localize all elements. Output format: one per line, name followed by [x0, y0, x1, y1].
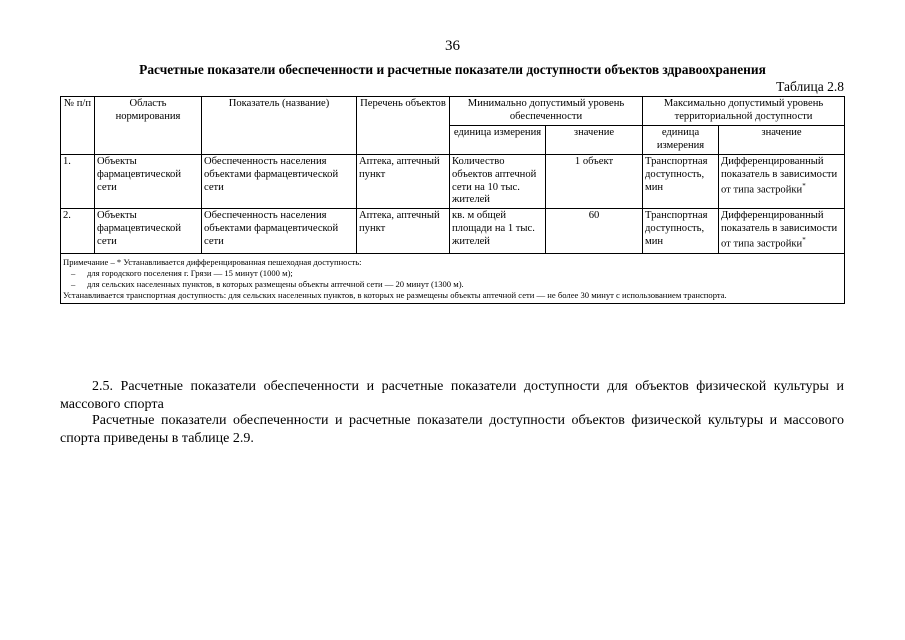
- header-min-level: Минимально допустимый уровень обеспеченности: [450, 97, 643, 126]
- header-max-value: значение: [719, 125, 845, 154]
- row-max-value: Дифференцированный показатель в зависимости от типа застройки: [721, 210, 838, 250]
- row-indicator: Обеспеченность населения объектами фармацевтической сети: [202, 209, 357, 253]
- row-max-unit: Транспортная доступность, мин: [643, 209, 719, 253]
- table-title: Расчетные показатели обеспеченности и расчетные показатели доступности объектов здравоохранения: [139, 62, 766, 77]
- row-area: Объекты фармацевтической сети: [95, 154, 202, 209]
- note-line-1: Примечание – * Устанавливается дифференцированная пешеходная доступность:: [63, 256, 362, 267]
- header-indicator: Показатель (название): [202, 97, 357, 155]
- table-note-row: [61, 253, 845, 304]
- section-text: Расчетные показатели обеспеченности и расчетные показатели доступности объектов физической культуры и массового спорта приведены в таблице 2.9.: [60, 413, 844, 447]
- note-line-2: Устанавливается транспортная доступность: для сельских населенных пунктов, в которых не размещены объекты аптечной сети — не более 30 минут с использованием транспорта.: [63, 290, 727, 301]
- row-indicator: Обеспеченность населения объектами фармацевтической сети: [202, 154, 357, 209]
- note-item-text: для сельских населенных пунктов, в которых размещены объекты аптечной сети — 20 минут (1300 м).: [87, 279, 464, 290]
- header-min-value: значение: [546, 125, 643, 154]
- header-max-unit: единица измерения: [643, 125, 719, 154]
- row-max-unit: Транспортная доступность, мин: [643, 154, 719, 209]
- row-min-value: 1 объект: [546, 154, 643, 209]
- header-min-unit: единица измерения: [450, 125, 546, 154]
- table-row: [61, 154, 845, 209]
- table-header-row: [61, 97, 845, 126]
- page-number: 36: [445, 38, 460, 54]
- row-area: Объекты фармацевтической сети: [95, 209, 202, 253]
- dash-bullet: –: [71, 279, 76, 290]
- row-min-value: 60: [546, 209, 643, 253]
- section-heading: 2.5. Расчетные показатели обеспеченности и расчетные показатели доступности для объектов физической культуры и массового спорта: [60, 379, 844, 413]
- row-max-value-cell: [719, 154, 845, 209]
- header-objects: Перечень объектов: [357, 97, 450, 155]
- footnote-mark: *: [802, 181, 806, 190]
- row-objects: Аптека, аптечный пункт: [357, 154, 450, 209]
- header-max-level: Максимально допустимый уровень территориальной доступности: [643, 97, 845, 126]
- table-row: [61, 209, 845, 253]
- row-max-value: Дифференцированный показатель в зависимости от типа застройки: [721, 155, 838, 196]
- row-max-value-cell: [719, 209, 845, 253]
- note-item-text: для городского поселения г. Грязи — 15 минут (1000 м);: [87, 267, 293, 278]
- note-item-1: [63, 268, 842, 279]
- header-area: Область нормирования: [95, 97, 202, 155]
- note-item-2: [63, 279, 842, 290]
- norms-table: [60, 96, 845, 304]
- table-label: Таблица 2.8: [776, 79, 844, 94]
- row-num: 2.: [61, 209, 95, 253]
- footnote-mark: *: [802, 236, 806, 245]
- row-min-unit: Количество объектов аптечной сети на 10 тыс. жителей: [450, 154, 546, 209]
- header-num: № п/п: [61, 97, 95, 155]
- row-num: 1.: [61, 154, 95, 209]
- table-note: [61, 253, 845, 304]
- row-min-unit: кв. м общей площади на 1 тыс. жителей: [450, 209, 546, 253]
- row-objects: Аптека, аптечный пункт: [357, 209, 450, 253]
- dash-bullet: –: [71, 267, 76, 278]
